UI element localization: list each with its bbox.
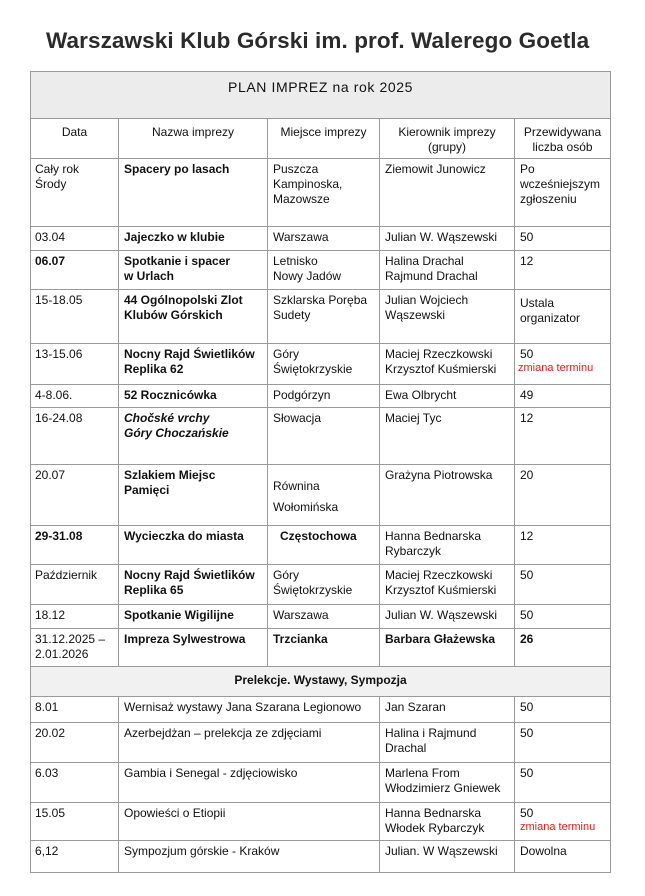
event-leader: Maciej Tyc	[380, 408, 515, 465]
lecture-presenter: Hanna Bednarska Włodek Rybarczyk	[380, 803, 515, 841]
event-participant-count: 12	[515, 251, 611, 290]
event-name: Spacery po lasach	[119, 159, 268, 227]
event-date: 13-15.06	[31, 344, 119, 385]
event-row	[31, 465, 611, 526]
event-place: Warszawa	[268, 605, 380, 629]
event-name: Jajeczko w klubie	[119, 227, 268, 251]
event-date: 29-31.08	[31, 526, 119, 565]
lecture-participant-count-value: 50	[520, 806, 534, 820]
lecture-row	[31, 841, 611, 873]
lecture-participant-count: 50	[515, 723, 611, 763]
reschedule-note: zmiana terminu	[520, 821, 596, 833]
lecture-presenter: Halina i Rajmund Drachal	[380, 723, 515, 763]
event-name: Szlakiem Miejsc Pamięci	[119, 465, 268, 526]
event-participant-count: Po wcześniejszym zgłoszeniu	[515, 159, 611, 227]
event-name: Nocny Rajd Świetlików Replika 65	[119, 565, 268, 605]
event-name: Spotkanie i spacer w Urlach	[119, 251, 268, 290]
event-leader: Julian W. Wąszewski	[380, 227, 515, 251]
event-date: 18.12	[31, 605, 119, 629]
plan-title-row	[31, 72, 611, 119]
lecture-participant-count	[515, 803, 611, 841]
lecture-title: Opowieści o Etiopii	[119, 803, 380, 841]
event-place: Szklarska Poręba Sudety	[268, 290, 380, 344]
event-place: Trzcianka	[268, 629, 380, 667]
event-row	[31, 408, 611, 465]
event-date: 03.04	[31, 227, 119, 251]
reschedule-note: zmiana terminu	[518, 362, 594, 374]
event-participant-count-value: 50	[520, 347, 534, 361]
column-header-label: Kierownik imprezy (grupy)	[398, 125, 496, 154]
lecture-title: Sympozjum górskie - Kraków	[119, 841, 380, 873]
event-participant-count: 50	[515, 227, 611, 251]
lecture-presenter: Marlena From Włodzimierz Gniewek	[380, 763, 515, 803]
event-name: Impreza Sylwestrowa	[119, 629, 268, 667]
event-date: 20.07	[31, 465, 119, 526]
event-participant-count: 49	[515, 385, 611, 408]
lecture-date: 6.03	[31, 763, 119, 803]
event-name: Nocny Rajd Świetlików Replika 62	[119, 344, 268, 385]
event-participant-count: 12	[515, 526, 611, 565]
column-header-label: Miejsce imprezy	[280, 125, 367, 139]
column-header-leader	[380, 119, 515, 159]
event-date: 4-8.06.	[31, 385, 119, 408]
event-leader: Barbara Głażewska	[380, 629, 515, 667]
event-name: Spotkanie Wigilijne	[119, 605, 268, 629]
event-row	[31, 565, 611, 605]
event-row	[31, 290, 611, 344]
lecture-participant-count: 50	[515, 763, 611, 803]
plan-title: PLAN IMPREZ na rok 2025	[31, 72, 611, 119]
event-date: 15-18.05	[31, 290, 119, 344]
event-row	[31, 629, 611, 667]
column-header-place	[268, 119, 380, 159]
lecture-date: 8.01	[31, 697, 119, 723]
event-place: Puszcza Kampinoska, Mazowsze	[268, 159, 380, 227]
event-row	[31, 385, 611, 408]
section-title: Prelekcje. Wystawy, Sympozja	[31, 667, 611, 697]
event-place: Warszawa	[268, 227, 380, 251]
event-leader: Maciej Rzeczkowski Krzysztof Kuśmierski	[380, 344, 515, 385]
section-header-row	[31, 667, 611, 697]
lecture-presenter: Jan Szaran	[380, 697, 515, 723]
lecture-row	[31, 723, 611, 763]
event-place: Góry Świętokrzyskie	[268, 344, 380, 385]
event-participant-count	[515, 344, 611, 385]
lecture-title: Azerbejdżan – prelekcja ze zdjęciami	[119, 723, 380, 763]
lecture-presenter: Julian. W Wąszewski	[380, 841, 515, 873]
event-participant-count: 50	[515, 565, 611, 605]
event-name: 52 Rocznicówka	[119, 385, 268, 408]
column-header-label: Data	[61, 125, 88, 139]
event-leader: Grażyna Piotrowska	[380, 465, 515, 526]
organization-title: Warszawski Klub Górski im. prof. Walerego Goetla	[46, 28, 590, 53]
event-name: Chočské vrchy Góry Choczańskie	[119, 408, 268, 465]
lecture-row	[31, 763, 611, 803]
lecture-row	[31, 803, 611, 841]
event-participant-count: 20	[515, 465, 611, 526]
events-plan-sheet	[30, 71, 611, 873]
event-row	[31, 344, 611, 385]
lecture-title: Gambia i Senegal - zdjęciowisko	[119, 763, 380, 803]
event-leader: Ziemowit Junowicz	[380, 159, 515, 227]
event-place: Słowacja	[268, 408, 380, 465]
event-date: Październik	[31, 565, 119, 605]
event-place: Góry Świętokrzyskie	[268, 565, 380, 605]
event-date: 31.12.2025 – 2.01.2026	[31, 629, 119, 667]
event-leader: Halina Drachal Rajmund Drachal	[380, 251, 515, 290]
event-name: 44 Ogólnopolski Zlot Klubów Górskich	[119, 290, 268, 344]
event-row	[31, 605, 611, 629]
event-participant-count: 12	[515, 408, 611, 465]
column-header-label: Przewidywana liczba osób	[523, 125, 602, 154]
event-leader: Ewa Olbrycht	[380, 385, 515, 408]
event-leader: Maciej Rzeczkowski Krzysztof Kuśmierski	[380, 565, 515, 605]
lecture-date: 6,12	[31, 841, 119, 873]
event-leader: Julian Wojciech Wąszewski	[380, 290, 515, 344]
column-header-date	[31, 119, 119, 159]
lecture-participant-count: 50	[515, 697, 611, 723]
event-row	[31, 159, 611, 227]
event-row	[31, 227, 611, 251]
column-header-label: Nazwa imprezy	[151, 125, 235, 139]
lecture-row	[31, 697, 611, 723]
event-participant-count: 50	[515, 605, 611, 629]
column-header-count	[515, 119, 611, 159]
lecture-date: 15.05	[31, 803, 119, 841]
event-row	[31, 251, 611, 290]
event-participant-count: 26	[515, 629, 611, 667]
event-place: Podgórzyn	[268, 385, 380, 408]
event-date: 16-24.08	[31, 408, 119, 465]
event-place: Równina Wołomińska	[268, 465, 380, 526]
event-leader: Julian W. Wąszewski	[380, 605, 515, 629]
event-date: Cały rok Środy	[31, 159, 119, 227]
lecture-participant-count: Dowolna	[515, 841, 611, 873]
column-header-event-name	[119, 119, 268, 159]
event-name: Wycieczka do miasta	[119, 526, 268, 565]
events-table	[30, 71, 611, 873]
event-date: 06.07	[31, 251, 119, 290]
event-row	[31, 526, 611, 565]
event-place: Częstochowa	[268, 526, 380, 565]
event-leader: Hanna Bednarska Rybarczyk	[380, 526, 515, 565]
lecture-title: Wernisaż wystawy Jana Szarana Legionowo	[119, 697, 380, 723]
event-participant-count: Ustala organizator	[515, 290, 611, 344]
column-header-row	[31, 119, 611, 159]
event-place: Letnisko Nowy Jadów	[268, 251, 380, 290]
lecture-date: 20.02	[31, 723, 119, 763]
